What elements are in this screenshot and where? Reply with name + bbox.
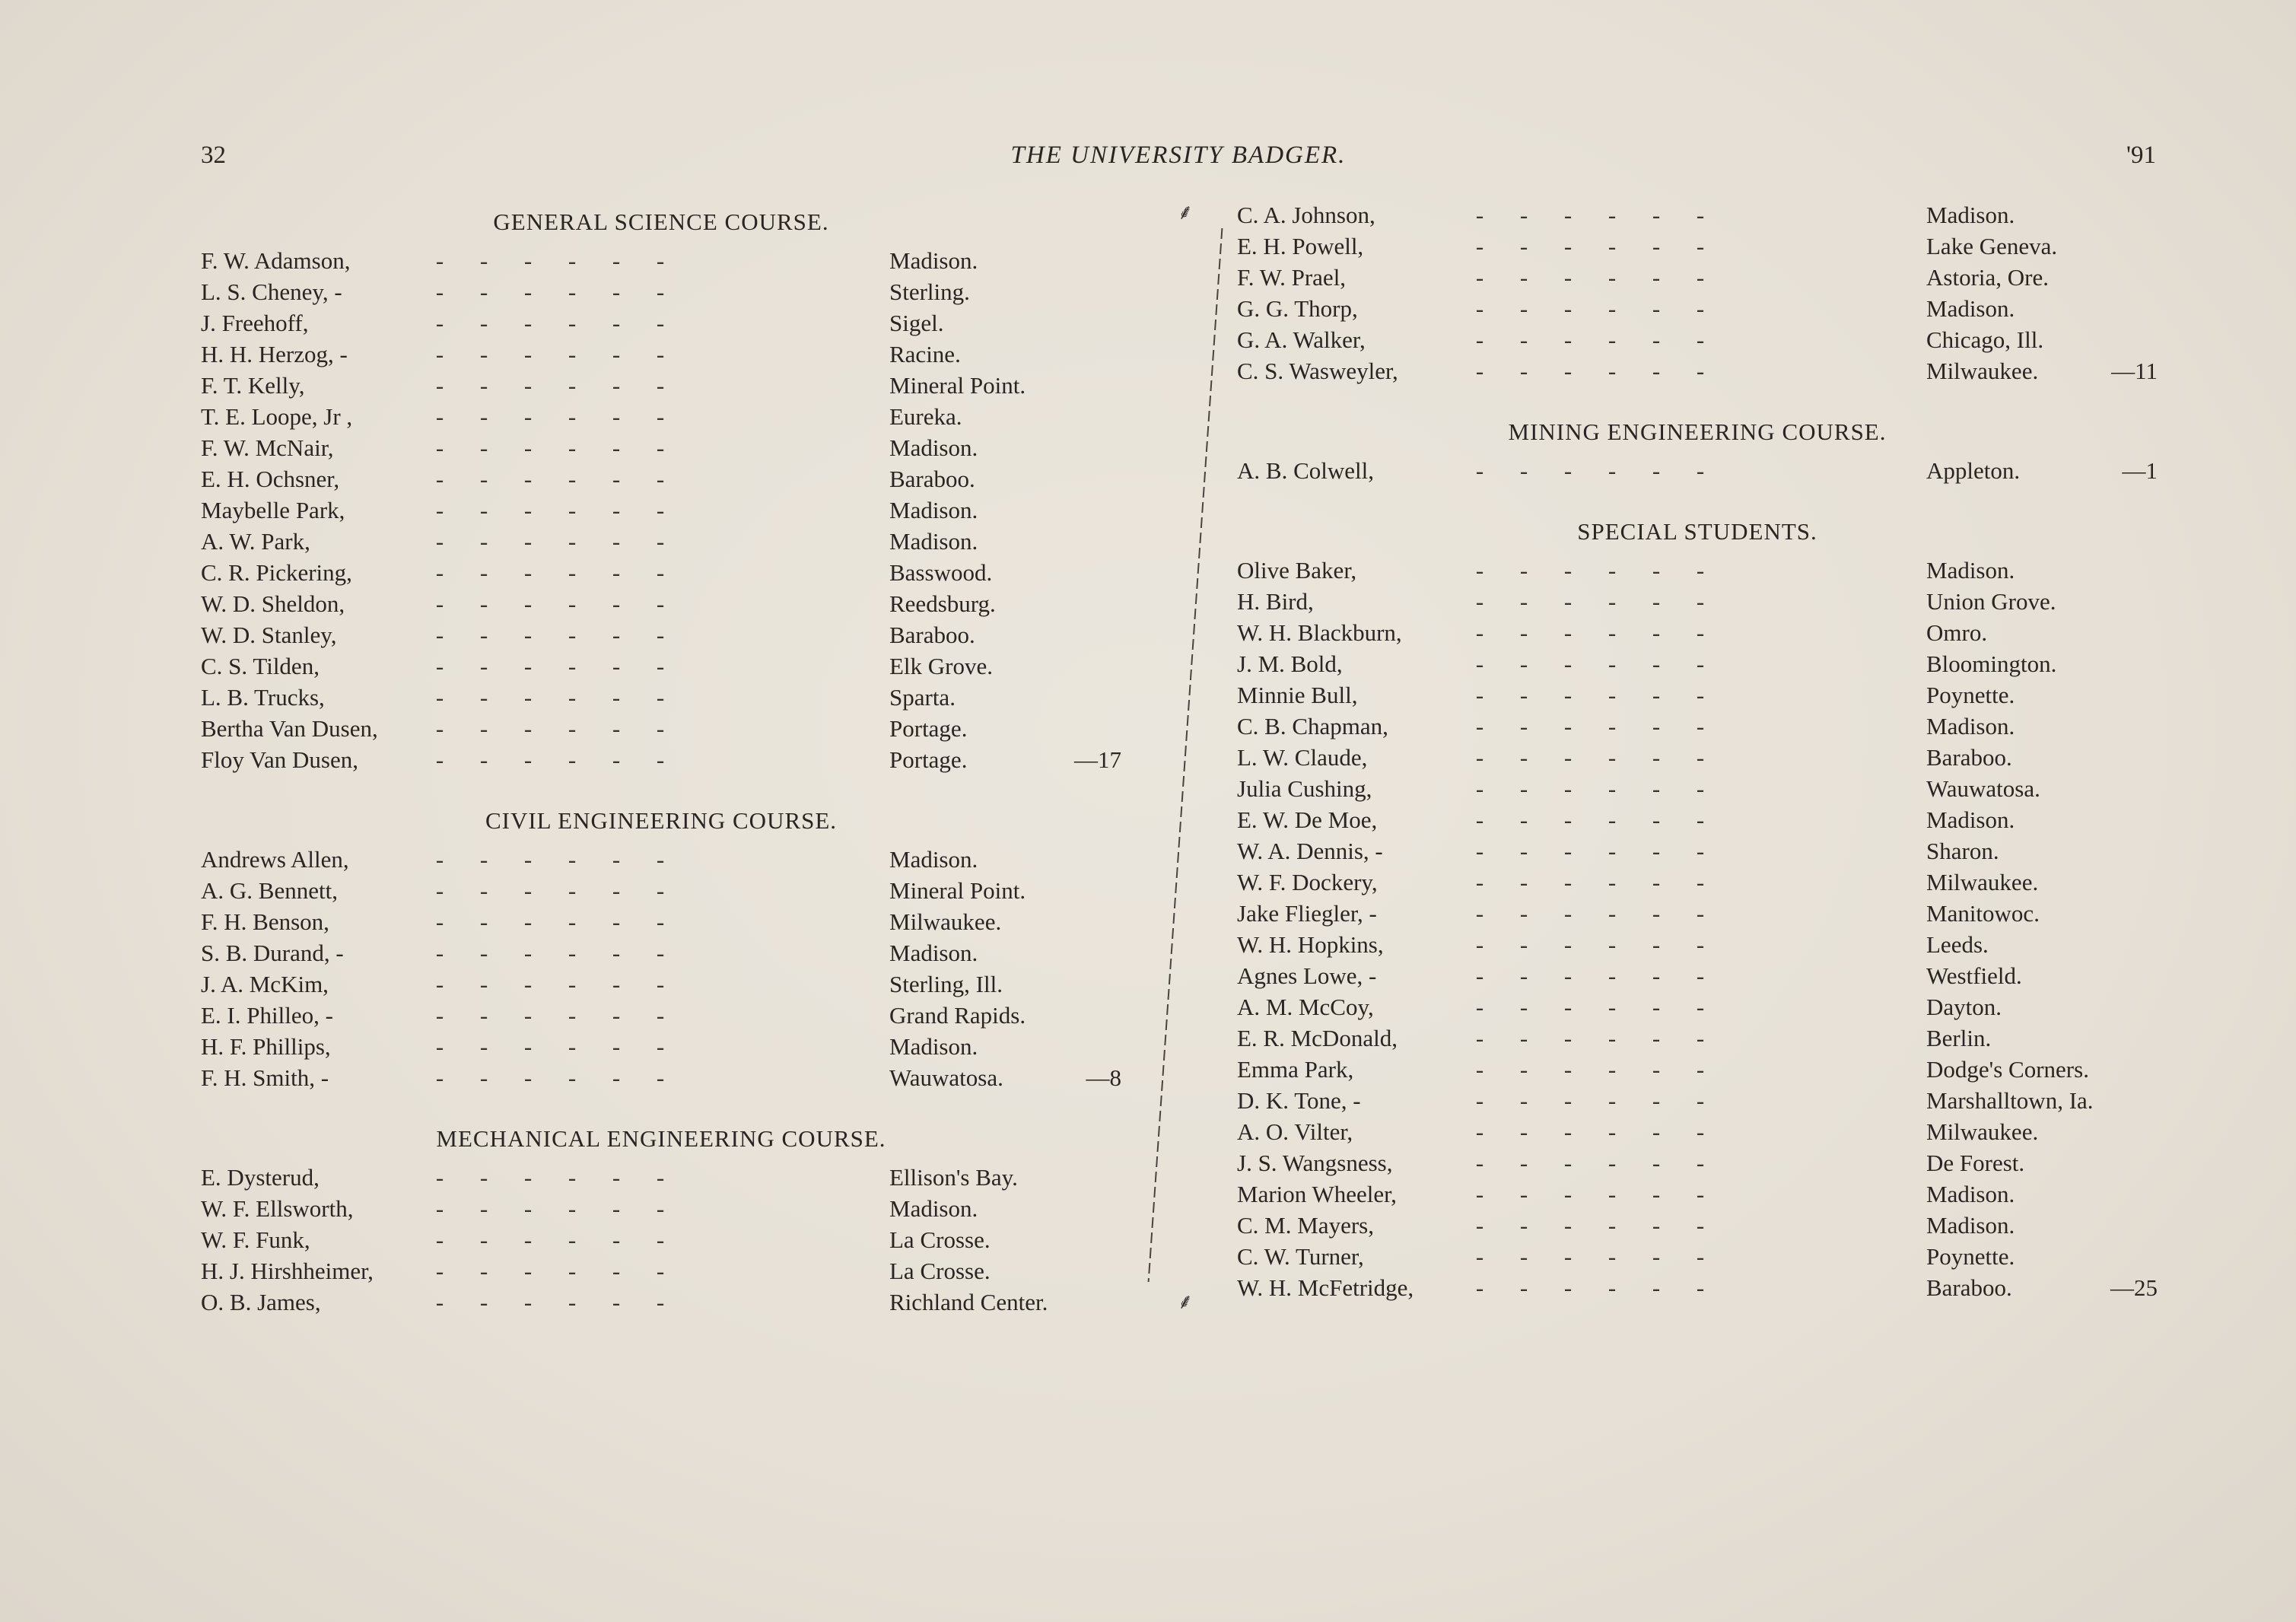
- leader-dashes: - - - - - -: [435, 1289, 665, 1315]
- student-name: W. H. McFetridge,: [1237, 1274, 1414, 1301]
- student-hometown: Sterling, Ill.: [889, 971, 1003, 997]
- leader-dashes: - - - - - -: [435, 1226, 665, 1253]
- student-hometown: Ellison's Bay.: [889, 1164, 1018, 1191]
- student-hometown: Milwaukee.: [889, 908, 1002, 935]
- student-name: A. W. Park,: [201, 528, 310, 555]
- student-name: W. D. Stanley,: [201, 622, 337, 648]
- leader-dashes: - - - - - -: [435, 653, 665, 679]
- student-hometown: Basswood.: [889, 559, 993, 586]
- student-row: [1237, 555, 2158, 586]
- student-hometown: Grand Rapids.: [889, 1002, 1026, 1029]
- student-row: [1237, 711, 2158, 742]
- student-name: C. S. Wasweyler,: [1237, 358, 1398, 384]
- student-row: [201, 245, 1121, 276]
- student-row: [201, 432, 1121, 463]
- leader-dashes: - - - - - -: [435, 1258, 665, 1284]
- leader-dashes: - - - - - -: [1475, 962, 1705, 989]
- leader-dashes: - - - - - -: [1475, 1274, 1705, 1301]
- student-name: F. H. Benson,: [201, 908, 329, 935]
- student-row: [1237, 835, 2158, 867]
- student-row: [201, 937, 1121, 968]
- column-divider: [1170, 202, 1200, 1313]
- student-hometown: Westfield.: [1926, 962, 2022, 989]
- leader-dashes: - - - - - -: [435, 590, 665, 617]
- student-row: [1237, 293, 2158, 324]
- student-hometown: Baraboo.: [1926, 1274, 2012, 1301]
- section-spacer: [1237, 486, 2158, 509]
- student-row: [201, 875, 1121, 906]
- leader-dashes: - - - - - -: [435, 434, 665, 461]
- student-hometown: Baraboo.: [1926, 744, 2012, 771]
- student-name: W. A. Dennis, -: [1237, 838, 1383, 864]
- student-name: E. I. Philleo, -: [201, 1002, 333, 1029]
- year-mark: '91: [2126, 142, 2156, 169]
- student-row: [201, 1224, 1121, 1255]
- section-heading: MINING ENGINEERING COURSE.: [1508, 418, 1887, 445]
- leader-dashes: - - - - - -: [1475, 806, 1705, 833]
- leader-dashes: - - - - - -: [1475, 557, 1705, 584]
- student-hometown: Lake Geneva.: [1926, 233, 2058, 259]
- leader-dashes: - - - - - -: [1475, 264, 1705, 291]
- student-name: Emma Park,: [1237, 1056, 1354, 1083]
- student-hometown: Elk Grove.: [889, 653, 994, 679]
- student-row: [1237, 1147, 2158, 1178]
- leader-dashes: - - - - - -: [1475, 588, 1705, 615]
- student-row: [201, 619, 1121, 650]
- student-hometown: Madison.: [1926, 713, 2015, 739]
- student-name: W. F. Ellsworth,: [201, 1195, 354, 1222]
- student-row: [1237, 804, 2158, 835]
- student-name: G. A. Walker,: [1237, 326, 1366, 353]
- student-row: [201, 526, 1121, 557]
- student-row: [201, 339, 1121, 370]
- section-heading: CIVIL ENGINEERING COURSE.: [485, 807, 838, 834]
- student-hometown: Portage.: [889, 746, 968, 773]
- section-count: —17: [1074, 746, 1121, 773]
- student-hometown: Leeds.: [1926, 931, 1989, 958]
- student-hometown: Marshalltown, Ia.: [1926, 1087, 2094, 1114]
- student-name: Marion Wheeler,: [1237, 1181, 1397, 1207]
- student-name: Jake Fliegler, -: [1237, 900, 1377, 927]
- student-row: [1237, 960, 2158, 991]
- student-row: [201, 588, 1121, 619]
- student-row: [201, 276, 1121, 307]
- leader-dashes: - - - - - -: [1475, 457, 1705, 484]
- leader-dashes: - - - - - -: [435, 372, 665, 399]
- student-hometown: Poynette.: [1926, 682, 2015, 708]
- leader-dashes: - - - - - -: [1475, 326, 1705, 353]
- running-title: THE UNIVERSITY BADGER.: [1010, 142, 1347, 169]
- section-spacer: [1237, 386, 2158, 409]
- student-hometown: Milwaukee.: [1926, 358, 2039, 384]
- leader-dashes: - - - - - -: [1475, 358, 1705, 384]
- student-row: [1237, 1085, 2158, 1116]
- leader-dashes: - - - - - -: [1475, 744, 1705, 771]
- student-hometown: Union Grove.: [1926, 588, 2056, 615]
- student-hometown: Sigel.: [889, 310, 944, 336]
- student-row: [201, 1286, 1121, 1318]
- student-name: A. O. Vilter,: [1237, 1118, 1353, 1145]
- student-hometown: Madison.: [889, 1195, 978, 1222]
- leader-dashes: - - - - - -: [435, 247, 665, 274]
- leader-dashes: - - - - - -: [435, 684, 665, 711]
- student-row: [1237, 867, 2158, 898]
- student-hometown: Madison.: [889, 1033, 978, 1060]
- student-row: [1237, 1116, 2158, 1147]
- student-name: A. G. Bennett,: [201, 877, 338, 904]
- student-row: [1237, 898, 2158, 929]
- student-row: [201, 650, 1121, 682]
- student-hometown: De Forest.: [1926, 1150, 2025, 1176]
- student-hometown: Bloomington.: [1926, 650, 2057, 677]
- student-row: [201, 495, 1121, 526]
- student-hometown: Berlin.: [1926, 1025, 1992, 1051]
- student-name: W. H. Hopkins,: [1237, 931, 1384, 958]
- leader-dashes: - - - - - -: [435, 908, 665, 935]
- leader-dashes: - - - - - -: [1475, 202, 1705, 228]
- student-row: [1237, 1241, 2158, 1272]
- divider-rule: [1148, 228, 1223, 1282]
- student-name: Minnie Bull,: [1237, 682, 1358, 708]
- leader-dashes: - - - - - -: [1475, 1025, 1705, 1051]
- leader-dashes: - - - - - -: [435, 715, 665, 742]
- student-name: H. J. Hirshheimer,: [201, 1258, 374, 1284]
- divider-ornament-bottom: ⸙: [1177, 1290, 1194, 1314]
- student-name: O. B. James,: [201, 1289, 321, 1315]
- student-row: [1237, 742, 2158, 773]
- student-row: [1237, 617, 2158, 648]
- student-name: C. B. Chapman,: [1237, 713, 1388, 739]
- student-row: [1237, 991, 2158, 1022]
- student-name: G. G. Thorp,: [1237, 295, 1358, 322]
- student-name: H. F. Phillips,: [201, 1033, 331, 1060]
- student-hometown: Mineral Point.: [889, 877, 1026, 904]
- leader-dashes: - - - - - -: [435, 1195, 665, 1222]
- student-name: Andrews Allen,: [201, 846, 349, 873]
- leader-dashes: - - - - - -: [435, 877, 665, 904]
- student-hometown: Madison.: [1926, 1181, 2015, 1207]
- student-row: [1237, 773, 2158, 804]
- student-name: Maybelle Park,: [201, 497, 345, 523]
- student-hometown: Madison.: [1926, 806, 2015, 833]
- student-name: Floy Van Dusen,: [201, 746, 358, 773]
- student-name: E. W. De Moe,: [1237, 806, 1378, 833]
- leader-dashes: - - - - - -: [435, 559, 665, 586]
- student-hometown: Madison.: [889, 434, 978, 461]
- student-hometown: Milwaukee.: [1926, 1118, 2039, 1145]
- student-row: [201, 713, 1121, 744]
- section-heading: GENERAL SCIENCE COURSE.: [493, 208, 829, 235]
- student-row: [201, 463, 1121, 495]
- student-row: [1237, 455, 2158, 486]
- section-heading: SPECIAL STUDENTS.: [1577, 518, 1817, 545]
- student-name: Bertha Van Dusen,: [201, 715, 378, 742]
- page-header: [201, 134, 2156, 177]
- student-name: C. M. Mayers,: [1237, 1212, 1374, 1239]
- student-name: E. H. Powell,: [1237, 233, 1364, 259]
- student-row: [1237, 679, 2158, 711]
- student-hometown: Portage.: [889, 715, 968, 742]
- student-row: [201, 1193, 1121, 1224]
- student-row: [201, 1031, 1121, 1062]
- student-hometown: Chicago, Ill.: [1926, 326, 2044, 353]
- student-row: [1237, 1022, 2158, 1054]
- student-name: T. E. Loope, Jr ,: [201, 403, 353, 430]
- right-column: [1237, 199, 2158, 1303]
- student-name: C. R. Pickering,: [201, 559, 352, 586]
- student-name: L. W. Claude,: [1237, 744, 1368, 771]
- student-name: E. Dysterud,: [201, 1164, 320, 1191]
- leader-dashes: - - - - - -: [1475, 1150, 1705, 1176]
- student-hometown: Richland Center.: [889, 1289, 1048, 1315]
- leader-dashes: - - - - - -: [1475, 994, 1705, 1020]
- leader-dashes: - - - - - -: [435, 746, 665, 773]
- student-row: [201, 744, 1121, 775]
- student-hometown: Appleton.: [1926, 457, 2021, 484]
- student-row: [201, 1255, 1121, 1286]
- section-heading: MECHANICAL ENGINEERING COURSE.: [436, 1125, 886, 1152]
- page-number: 32: [201, 142, 226, 169]
- leader-dashes: - - - - - -: [1475, 713, 1705, 739]
- student-row: [201, 844, 1121, 875]
- student-hometown: Madison.: [1926, 295, 2015, 322]
- student-name: E. H. Ochsner,: [201, 466, 340, 492]
- leader-dashes: - - - - - -: [1475, 295, 1705, 322]
- leader-dashes: - - - - - -: [435, 466, 665, 492]
- student-name: C. W. Turner,: [1237, 1243, 1364, 1270]
- student-hometown: Milwaukee.: [1926, 869, 2039, 895]
- leader-dashes: - - - - - -: [435, 1002, 665, 1029]
- student-hometown: Madison.: [889, 846, 978, 873]
- leader-dashes: - - - - - -: [435, 497, 665, 523]
- leader-dashes: - - - - - -: [1475, 619, 1705, 646]
- student-hometown: Dayton.: [1926, 994, 2002, 1020]
- leader-dashes: - - - - - -: [1475, 775, 1705, 802]
- student-row: [1237, 1178, 2158, 1210]
- student-name: H. H. Herzog, -: [201, 341, 348, 367]
- leader-dashes: - - - - - -: [1475, 1212, 1705, 1239]
- student-name: A. M. McCoy,: [1237, 994, 1374, 1020]
- student-hometown: Madison.: [1926, 1212, 2015, 1239]
- divider-ornament-top: ⸙: [1177, 201, 1194, 224]
- student-hometown: Astoria, Ore.: [1926, 264, 2049, 291]
- leader-dashes: - - - - - -: [1475, 233, 1705, 259]
- student-name: H. Bird,: [1237, 588, 1314, 615]
- student-name: F. T. Kelly,: [201, 372, 305, 399]
- student-row: [201, 370, 1121, 401]
- student-row: [1237, 199, 2158, 231]
- student-hometown: Madison.: [889, 528, 978, 555]
- student-name: W. F. Dockery,: [1237, 869, 1378, 895]
- leader-dashes: - - - - - -: [435, 403, 665, 430]
- student-row: [201, 1062, 1121, 1093]
- student-hometown: Madison.: [889, 940, 978, 966]
- leader-dashes: - - - - - -: [435, 1064, 665, 1091]
- section-count: —8: [1086, 1064, 1121, 1091]
- student-hometown: Dodge's Corners.: [1926, 1056, 2089, 1083]
- section-spacer: [201, 775, 1121, 798]
- student-hometown: Baraboo.: [889, 466, 975, 492]
- student-name: C. S. Tilden,: [201, 653, 320, 679]
- leader-dashes: - - - - - -: [435, 622, 665, 648]
- student-hometown: Manitowoc.: [1926, 900, 2040, 927]
- leader-dashes: - - - - - -: [435, 1164, 665, 1191]
- student-hometown: Sharon.: [1926, 838, 1999, 864]
- leader-dashes: - - - - - -: [1475, 838, 1705, 864]
- section-count: —11: [2111, 358, 2158, 384]
- section-count: —1: [2122, 457, 2158, 484]
- student-hometown: Wauwatosa.: [889, 1064, 1003, 1091]
- student-name: C. A. Johnson,: [1237, 202, 1375, 228]
- student-hometown: Madison.: [1926, 202, 2015, 228]
- leader-dashes: - - - - - -: [1475, 1243, 1705, 1270]
- student-hometown: Racine.: [889, 341, 961, 367]
- leader-dashes: - - - - - -: [1475, 682, 1705, 708]
- student-row: [201, 682, 1121, 713]
- leader-dashes: - - - - - -: [1475, 1181, 1705, 1207]
- student-name: J. S. Wangsness,: [1237, 1150, 1393, 1176]
- leader-dashes: - - - - - -: [1475, 650, 1705, 677]
- student-hometown: Madison.: [889, 497, 978, 523]
- student-row: [201, 968, 1121, 1000]
- student-name: W. H. Blackburn,: [1237, 619, 1402, 646]
- student-row: [1237, 929, 2158, 960]
- student-hometown: Madison.: [1926, 557, 2015, 584]
- student-row: [1237, 262, 2158, 293]
- student-row: [201, 1162, 1121, 1193]
- student-name: S. B. Durand, -: [201, 940, 344, 966]
- student-name: A. B. Colwell,: [1237, 457, 1374, 484]
- leader-dashes: - - - - - -: [1475, 1056, 1705, 1083]
- student-row: [201, 401, 1121, 432]
- leader-dashes: - - - - - -: [435, 341, 665, 367]
- student-name: Olive Baker,: [1237, 557, 1357, 584]
- student-row: [1237, 586, 2158, 617]
- student-hometown: Madison.: [889, 247, 978, 274]
- student-row: [1237, 648, 2158, 679]
- student-name: L. B. Trucks,: [201, 684, 325, 711]
- leader-dashes: - - - - - -: [435, 310, 665, 336]
- student-row: [1237, 324, 2158, 355]
- leader-dashes: - - - - - -: [435, 846, 665, 873]
- student-row: [1237, 1272, 2158, 1303]
- student-name: J. M. Bold,: [1237, 650, 1343, 677]
- leader-dashes: - - - - - -: [435, 971, 665, 997]
- student-hometown: La Crosse.: [889, 1258, 991, 1284]
- student-hometown: Sterling.: [889, 278, 970, 305]
- student-name: F. W. McNair,: [201, 434, 334, 461]
- leader-dashes: - - - - - -: [1475, 1118, 1705, 1145]
- student-hometown: Omro.: [1926, 619, 1988, 646]
- student-row: [201, 1000, 1121, 1031]
- student-hometown: Eureka.: [889, 403, 962, 430]
- section-spacer: [201, 1093, 1121, 1116]
- student-row: [201, 307, 1121, 339]
- leader-dashes: - - - - - -: [435, 1033, 665, 1060]
- student-name: E. R. McDonald,: [1237, 1025, 1398, 1051]
- student-name: L. S. Cheney, -: [201, 278, 342, 305]
- student-hometown: Poynette.: [1926, 1243, 2015, 1270]
- student-row: [201, 557, 1121, 588]
- leader-dashes: - - - - - -: [1475, 900, 1705, 927]
- left-column: [201, 199, 1121, 1318]
- student-row: [1237, 231, 2158, 262]
- student-hometown: Baraboo.: [889, 622, 975, 648]
- student-row: [1237, 1054, 2158, 1085]
- student-row: [201, 906, 1121, 937]
- student-name: J. Freehoff,: [201, 310, 309, 336]
- student-name: F. H. Smith, -: [201, 1064, 329, 1091]
- leader-dashes: - - - - - -: [1475, 931, 1705, 958]
- leader-dashes: - - - - - -: [1475, 1087, 1705, 1114]
- section-count: —25: [2110, 1274, 2158, 1301]
- student-name: Agnes Lowe, -: [1237, 962, 1377, 989]
- student-name: F. W. Adamson,: [201, 247, 351, 274]
- student-name: D. K. Tone, -: [1237, 1087, 1361, 1114]
- student-name: W. F. Funk,: [201, 1226, 310, 1253]
- student-hometown: La Crosse.: [889, 1226, 991, 1253]
- leader-dashes: - - - - - -: [435, 528, 665, 555]
- leader-dashes: - - - - - -: [1475, 869, 1705, 895]
- leader-dashes: - - - - - -: [435, 940, 665, 966]
- student-name: J. A. McKim,: [201, 971, 329, 997]
- student-hometown: Mineral Point.: [889, 372, 1026, 399]
- student-name: W. D. Sheldon,: [201, 590, 345, 617]
- student-name: F. W. Prael,: [1237, 264, 1347, 291]
- student-name: Julia Cushing,: [1237, 775, 1372, 802]
- student-row: [1237, 355, 2158, 386]
- student-row: [1237, 1210, 2158, 1241]
- student-hometown: Wauwatosa.: [1926, 775, 2040, 802]
- student-hometown: Sparta.: [889, 684, 956, 711]
- student-hometown: Reedsburg.: [889, 590, 996, 617]
- leader-dashes: - - - - - -: [435, 278, 665, 305]
